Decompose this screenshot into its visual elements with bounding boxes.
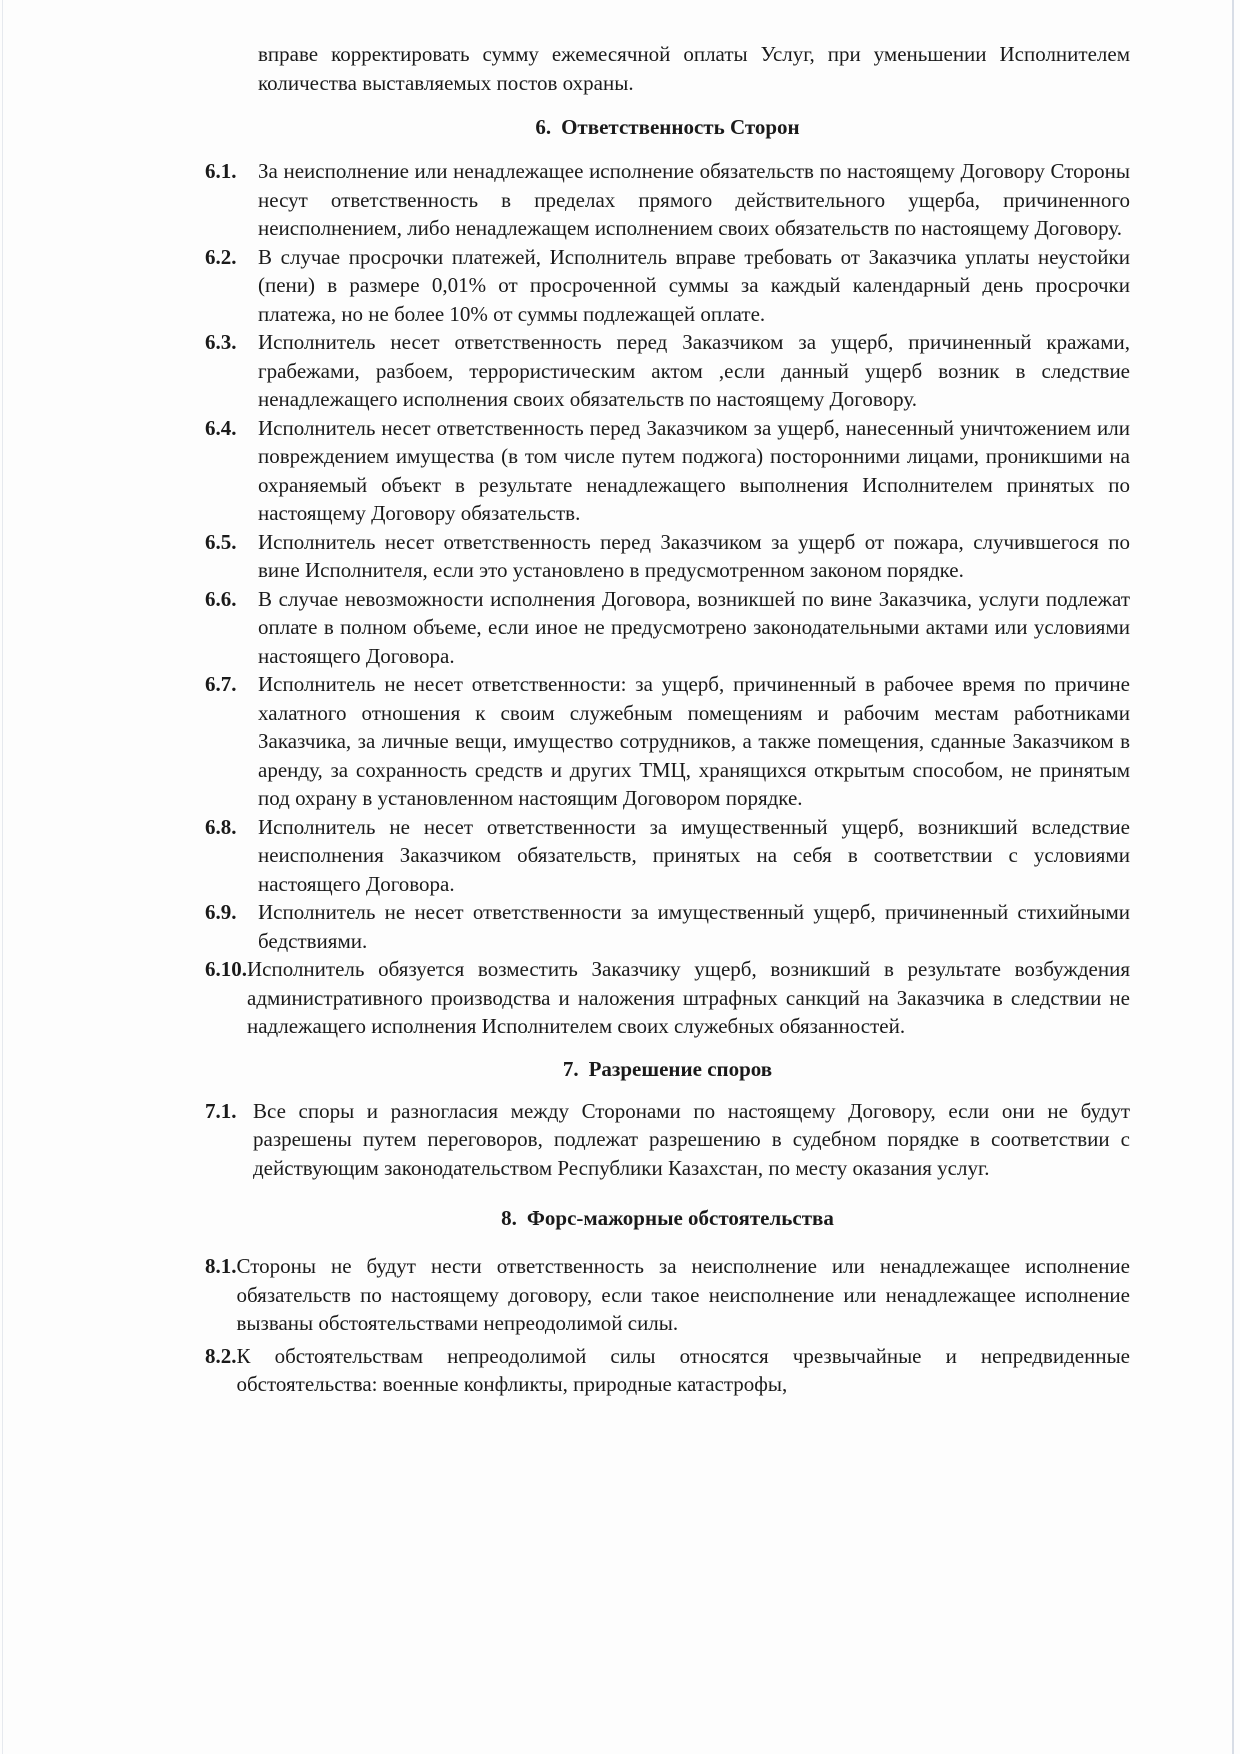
clause-number: 6.4. xyxy=(205,415,237,440)
clause-text: Исполнитель не несет ответственности за имущественный ущерб, возникший вследствие неисполнения Заказчиком обязательств, принятых на себя в соответствии с условиями настоящего Договора. xyxy=(258,814,1130,896)
clause-text: Исполнитель несет ответственность перед Заказчиком за ущерб от пожара, случившегося по вине Исполнителя, если это установлено в предусмотренном законом порядке. xyxy=(258,529,1130,582)
clause-text: К обстоятельствам непреодолимой силы относятся чрезвычайные и непредвиденные обстоятельства: военные конфликты, природные катастрофы, xyxy=(236,1343,1130,1396)
section-disputes xyxy=(205,1055,1130,1183)
clause-text: Исполнитель несет ответственность перед Заказчиком за ущерб, нанесенный уничтожением или повреждением имущества (в том числе путем поджога) посторонними лицами, проникшими на охраняемый объект в результате ненадлежащего выполнения Исполнителем принятых по настоящему Договору обязательств. xyxy=(258,415,1130,525)
clause-6-9 xyxy=(205,898,1130,955)
clause-text: Исполнитель обязуется возместить Заказчику ущерб, возникший в результате возбуждения административного производства и наложения штрафных санкций на Заказчика в следствии не надлежащего исполнения Исполнителем своих служебных обязанностей. xyxy=(247,957,1130,1038)
section-heading xyxy=(205,1055,1130,1083)
clause-number: 6.2. xyxy=(205,244,237,269)
clause-text: В случае невозможности исполнения Договора, возникшей по вине Заказчика, услуги подлежат оплате в полном объеме, если иное не предусмотрено законодательными актами или условиями настоящего Договора. xyxy=(258,586,1130,668)
clause-number: 6.5. xyxy=(205,529,237,554)
section-title: Разрешение споров xyxy=(588,1056,773,1081)
clause-6-6 xyxy=(205,585,1130,671)
section-title: Ответственность Сторон xyxy=(561,115,800,139)
section-responsibility xyxy=(205,113,1130,1041)
clause-6-7 xyxy=(205,670,1130,813)
clause-number: 6.1. xyxy=(205,159,237,183)
clause-6-2 xyxy=(205,243,1130,329)
intro-paragraph: вправе корректировать сумму ежемесячной оплаты Услуг, при уменьшении Исполнителем количества выставляемых постов охраны. xyxy=(258,42,1130,95)
clause-text: Все споры и разногласия между Сторонами по настоящему Договору, если они не будут разрешены путем переговоров, подлежат разрешению в судебном порядке в соответствии с действующим законодательством Республики Казахстан, по месту оказания услуг. xyxy=(253,1098,1130,1180)
section-force-majeure xyxy=(205,1204,1130,1399)
clause-7-1 xyxy=(205,1097,1130,1183)
clause-text: Исполнитель не несет ответственности: за ущерб, причиненный в рабочее время по причине халатного отношения к своим служебным помещениям и рабочим местам работниками Заказчика, за личные вещи, имущество сотрудников, а также помещения, сданные Заказчиком в аренду, за сохранность средств и других ТМЦ, хранящихся открытым способом, не принятым под охрану в установленном настоящим Договором порядке. xyxy=(258,672,1130,810)
clause-number: 6.8. xyxy=(205,814,237,839)
clause-number: 8.1. xyxy=(205,1254,237,1278)
clause-6-4 xyxy=(205,414,1130,528)
clause-text: В случае просрочки платежей, Исполнитель вправе требовать от Заказчика уплаты неустойки (пени) в размере 0,01% от просроченной суммы за каждый календарный день просрочки платежа, но не более 10% от суммы подлежащей оплате. xyxy=(258,244,1130,326)
clause-number: 6.7. xyxy=(205,672,237,696)
section-heading xyxy=(205,113,1130,141)
clause-text: Стороны не будут нести ответственность за неисполнение или ненадлежащее исполнение обязательств по настоящему договору, если такое неисполнение или ненадлежащее исполнение вызваны обстоятельствами непреодолимой силы. xyxy=(236,1254,1130,1335)
clause-number: 7.1. xyxy=(205,1098,237,1123)
clause-8-1 xyxy=(205,1252,1130,1338)
clause-6-5 xyxy=(205,528,1130,585)
section-heading xyxy=(205,1204,1130,1232)
clause-text: Исполнитель несет ответственность перед Заказчиком за ущерб, причиненный кражами, грабежами, разбоем, террористическим актом ,если данный ущерб возник в следствие ненадлежащего исполнения своих обязательств по настоящему Договору. xyxy=(258,330,1130,411)
clause-number: 6.9. xyxy=(205,900,237,924)
clause-text: За неисполнение или ненадлежащее исполнение обязательств по настоящему Договору Стороны несут ответственность в пределах прямого действительного ущерба, причиненного неисполнением, либо ненадлежащем исполнением своих обязательств по настоящему Договору. xyxy=(258,159,1130,240)
clause-8-2 xyxy=(205,1342,1130,1399)
scan-edge-left xyxy=(2,0,3,1754)
clause-6-3 xyxy=(205,328,1130,414)
clause-6-8 xyxy=(205,813,1130,899)
section-number: 6. xyxy=(535,115,552,139)
clause-number: 6.6. xyxy=(205,586,237,611)
section-title: Форс-мажорные обстоятельства xyxy=(526,1206,834,1230)
clause-number: 6.10. xyxy=(205,957,247,981)
clause-6-10 xyxy=(205,955,1130,1041)
section-number: 8. xyxy=(501,1206,517,1230)
section-number: 7. xyxy=(562,1056,579,1081)
clause-number: 6.3. xyxy=(205,330,237,354)
scan-edge-right xyxy=(1232,0,1234,1754)
clause-text: Исполнитель не несет ответственности за имущественный ущерб, причиненный стихийными бедствиями. xyxy=(258,900,1130,953)
clause-6-1 xyxy=(205,157,1130,243)
clause-number: 8.2. xyxy=(205,1343,237,1368)
document-body xyxy=(205,40,1130,1399)
